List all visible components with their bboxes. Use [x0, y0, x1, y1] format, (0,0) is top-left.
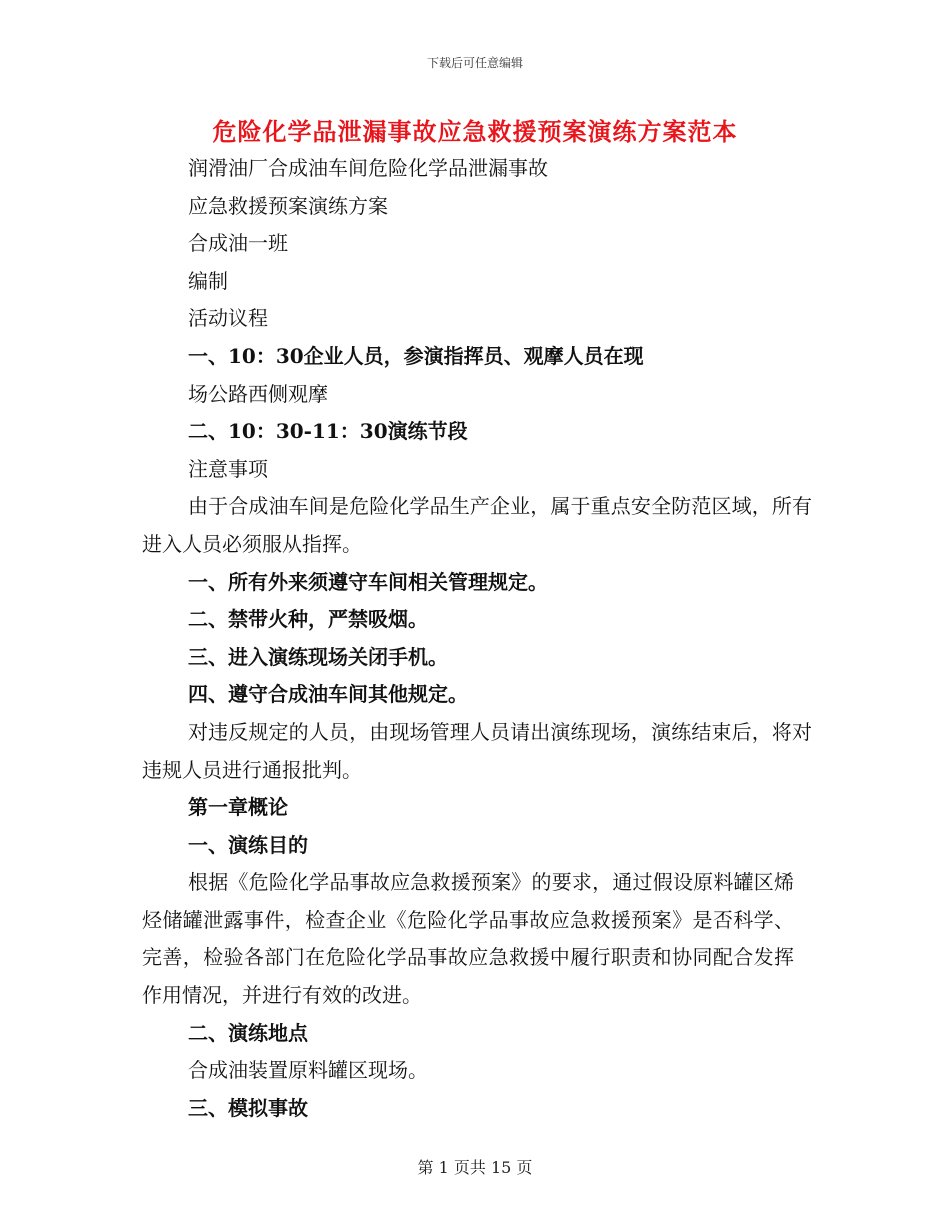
rule-item-3: 三、进入演练现场关闭手机。	[188, 644, 448, 669]
section-heading-location: 二、演练地点	[188, 1020, 308, 1045]
rule-item-4: 四、遵守合成油车间其他规定。	[188, 682, 468, 707]
agenda-item-1: 一、10：30企业人员，参演指挥员、观摩人员在现	[188, 343, 644, 368]
rule-item-1: 一、所有外来须遵守车间相关管理规定。	[188, 569, 548, 594]
paragraph-line: 活动议程	[188, 306, 268, 331]
rule-item-2: 二、禁带火种，严禁吸烟。	[188, 607, 428, 632]
paragraph: 由于合成油车间是危险化学品生产企业，属于重点安全防范区域，所有进入人员必须服从指挥。	[142, 494, 812, 556]
paragraph: 对违反规定的人员，由现场管理人员请出演练现场，演练结束后，将对违规人员进行通报批判。	[142, 719, 812, 782]
section-heading-purpose: 一、演练目的	[188, 832, 308, 857]
header-note: 下载后可任意编辑	[426, 56, 523, 70]
agenda-item-2: 二、10：30-11：30演练节段	[188, 419, 468, 444]
paragraph-line: 场公路西侧观摩	[188, 381, 328, 406]
chapter-heading: 第一章概论	[188, 795, 288, 820]
section-heading-simulated-accident: 三、模拟事故	[188, 1095, 308, 1120]
paragraph-line: 编制	[188, 268, 228, 293]
section-heading-notes: 注意事项	[188, 456, 268, 481]
paragraph: 根据《危险化学品事故应急救援预案》的要求，通过假设原料罐区烯烃储罐泄露事件，检查企业《危险化学品事故应急救援预案》是否科学、完善，检验各部门在危险化学品事故应急救援中履行职责和协同配合发挥作用情况，并进行有效的改进。	[142, 870, 794, 1008]
paragraph-line: 润滑油厂合成油车间危险化学品泄漏事故	[188, 156, 548, 180]
paragraph-line: 应急救援预案演练方案	[188, 193, 388, 218]
document-body	[142, 150, 812, 1127]
paragraph-line: 合成油装置原料罐区现场。	[188, 1058, 428, 1083]
document-title: 危险化学品泄漏事故应急救援预案演练方案范本	[212, 117, 738, 146]
page-footer: 第 1 页共 15 页	[417, 1158, 533, 1177]
paragraph-line: 合成油一班	[188, 231, 288, 256]
